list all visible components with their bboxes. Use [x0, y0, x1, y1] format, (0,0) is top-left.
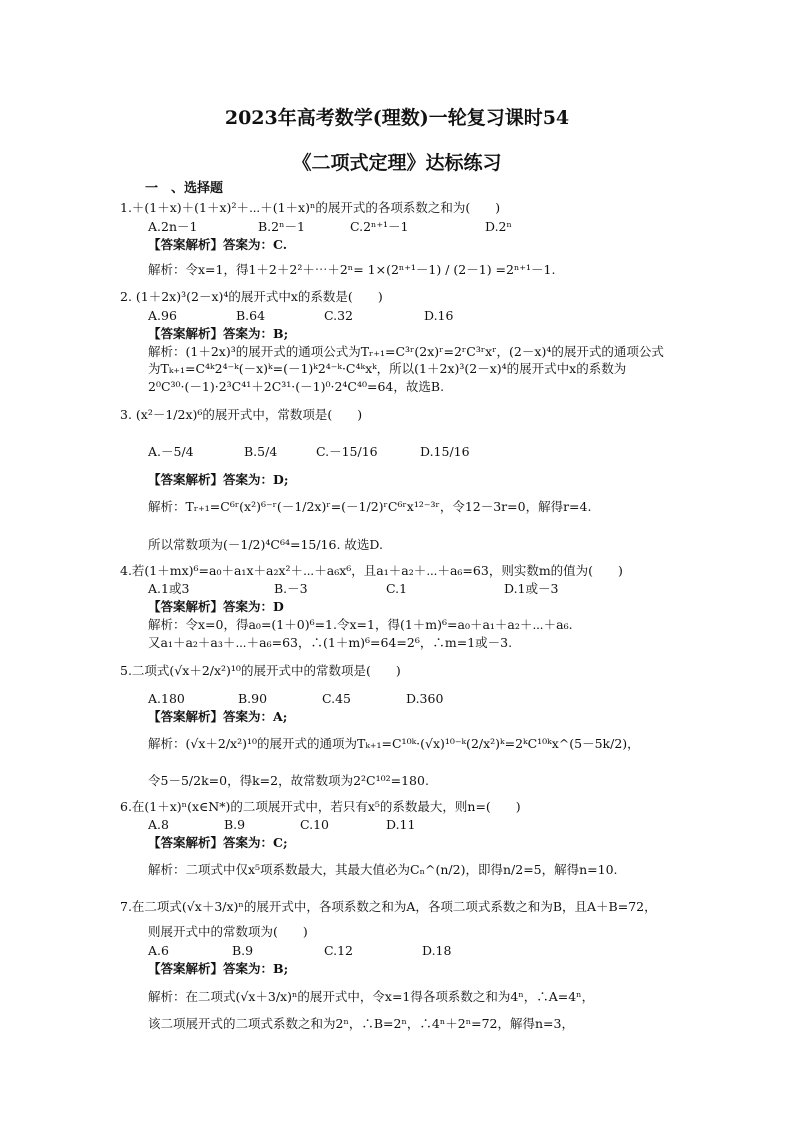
- option: A.1或3: [148, 581, 190, 596]
- question-6-options: [148, 818, 415, 832]
- question-4-analysis-line-2: 又a₁＋a₂＋a₃＋⋯＋a₆=63，∴(1＋m)⁶=64=2⁶，∴m=1或－3.: [148, 635, 513, 650]
- question-3-options: [148, 445, 470, 459]
- option: C.32: [324, 308, 353, 323]
- option: C.10: [300, 817, 329, 832]
- question-4-answer: 【答案解析】答案为：D: [148, 599, 284, 614]
- question-7-stem-line-2: 则展开式中的常数项为( ): [148, 924, 308, 939]
- question-6-analysis: 解析：二项式中仅x⁵项系数最大，其最大值必为Cₙ^(n/2)，即得n/2=5，解得n=10.: [148, 862, 618, 877]
- question-5-stem: 5.二项式(√x＋2/x²)¹⁰的展开式中的常数项是( ): [120, 663, 401, 678]
- question-5-analysis-line-2: 令5－5/2k=0，得k=2，故常数项为2²C¹⁰²=180.: [148, 773, 429, 788]
- question-7-stem-line-1: 7.在二项式(√x＋3/x)ⁿ的展开式中，各项系数之和为A，各项二项式系数之和为B，且A＋B=72，: [120, 899, 657, 914]
- question-3-answer: 【答案解析】答案为：D;: [148, 472, 289, 487]
- question-3-analysis-line-1: 解析：Tᵣ₊₁=C⁶ʳ(x²)⁶⁻ʳ(－1/2x)ʳ=(－1/2)ʳC⁶ʳx¹²⁻³ʳ，令12－3r=0，解得r=4.: [148, 499, 592, 514]
- question-4-stem: 4.若(1＋mx)⁶=a₀＋a₁x＋a₂x²＋⋯＋a₆x⁶，且a₁＋a₂＋⋯＋a₆=63，则实数m的值为( ): [120, 563, 623, 578]
- option: A.－5/4: [148, 444, 194, 459]
- question-7-options: [148, 944, 451, 958]
- question-2-options: [148, 309, 453, 323]
- option: B.－3: [274, 581, 308, 596]
- question-5-analysis-line-1: 解析：(√x＋2/x²)¹⁰的展开式的通项为Tₖ₊₁=C¹⁰ᵏ·(√x)¹⁰⁻ᵏ(2/x²)ᵏ=2ᵏC¹⁰ᵏx^(5－5k/2)，: [148, 736, 640, 751]
- option: A.180: [148, 691, 185, 706]
- option: A.96: [148, 308, 177, 323]
- option: D.2ⁿ: [485, 219, 512, 234]
- question-5-answer: 【答案解析】答案为：A;: [148, 709, 288, 724]
- option: C.45: [322, 691, 351, 706]
- option: A.8: [148, 817, 169, 832]
- question-3-analysis-line-2: 所以常数项为(－1/2)⁴C⁶⁴=15/16. 故选D.: [148, 537, 383, 552]
- option: D.18: [422, 943, 452, 958]
- option: B.5/4: [244, 444, 278, 459]
- question-6-stem: 6.在(1＋x)ⁿ(x∈N*)的二项展开式中，若只有x⁵的系数最大，则n=( ): [120, 799, 521, 814]
- option: B.9: [232, 943, 254, 958]
- question-1-analysis: 解析：令x=1，得1＋2＋2²＋⋯＋2ⁿ= 1×(2ⁿ⁺¹－1) / (2－1) =2ⁿ⁺¹－1.: [148, 262, 556, 277]
- question-3-stem: 3. (x²－1/2x)⁶的展开式中，常数项是( ): [120, 407, 363, 422]
- question-7-analysis-line-1: 解析：在二项式(√x＋3/x)ⁿ的展开式中，令x=1得各项系数之和为4ⁿ，∴A=4ⁿ，: [148, 989, 595, 1004]
- option: D.15/16: [420, 444, 470, 459]
- question-1-options: [148, 220, 512, 234]
- option: A.2n－1: [148, 219, 198, 234]
- document-subtitle: 《二项式定理》达标练习: [292, 152, 502, 174]
- option: C.2ⁿ⁺¹－1: [350, 219, 409, 234]
- question-2-analysis-line-2: 为Tₖ₊₁=C⁴ᵏ2⁴⁻ᵏ(－x)ᵏ=(－1)ᵏ2⁴⁻ᵏ·C⁴ᵏxᵏ，所以(1＋2x)³(2－x)⁴的展开式中x的系数为: [148, 361, 627, 376]
- question-7-answer: 【答案解析】答案为：B;: [148, 961, 289, 976]
- option: A.6: [148, 943, 169, 958]
- question-2-analysis-line-3: 2⁰C³⁰·(－1)·2³C⁴¹＋2C³¹·(－1)⁰·2⁴C⁴⁰=64，故选B.: [148, 379, 445, 394]
- question-1-stem: 1.＋(1＋x)＋(1＋x)²＋⋯＋(1＋x)ⁿ的展开式的各项系数之和为( ): [120, 200, 501, 215]
- question-4-analysis-line-1: 解析：令x=0，得a₀=(1＋0)⁶=1.令x=1，得(1＋m)⁶=a₀＋a₁＋a₂＋⋯＋a₆.: [148, 617, 573, 632]
- option: B.90: [238, 691, 268, 706]
- option: C.12: [324, 943, 353, 958]
- option: D.360: [406, 691, 444, 706]
- question-2-answer: 【答案解析】答案为：B;: [148, 326, 289, 341]
- question-1-answer: 【答案解析】答案为：C.: [148, 237, 288, 252]
- option: D.16: [424, 308, 454, 323]
- question-6-answer: 【答案解析】答案为：C;: [148, 835, 288, 850]
- option: B.9: [224, 817, 246, 832]
- option: B.64: [236, 308, 266, 323]
- question-5-options: [148, 692, 443, 706]
- option: D.1或－3: [504, 581, 559, 596]
- option: B.2ⁿ－1: [258, 219, 305, 234]
- question-2-stem: 2. (1＋2x)³(2－x)⁴的展开式中x的系数是( ): [120, 289, 383, 304]
- question-7-analysis-line-2: 该二项展开式的二项式系数之和为2ⁿ，∴B=2ⁿ，∴4ⁿ＋2ⁿ=72，解得n=3，: [148, 1016, 574, 1031]
- option: C.1: [386, 581, 408, 596]
- section-heading: 一 、选择题: [145, 181, 224, 196]
- question-4-options: [148, 582, 558, 596]
- question-2-analysis-line-1: 解析：(1＋2x)³的展开式的通项公式为Tᵣ₊₁=C³ʳ(2x)ʳ=2ʳC³ʳxʳ，(2－x)⁴的展开式的通项公式: [148, 344, 664, 359]
- option: D.11: [386, 817, 416, 832]
- document-title: 2023年高考数学(理数)一轮复习课时54: [224, 107, 570, 129]
- option: C.－15/16: [316, 444, 378, 459]
